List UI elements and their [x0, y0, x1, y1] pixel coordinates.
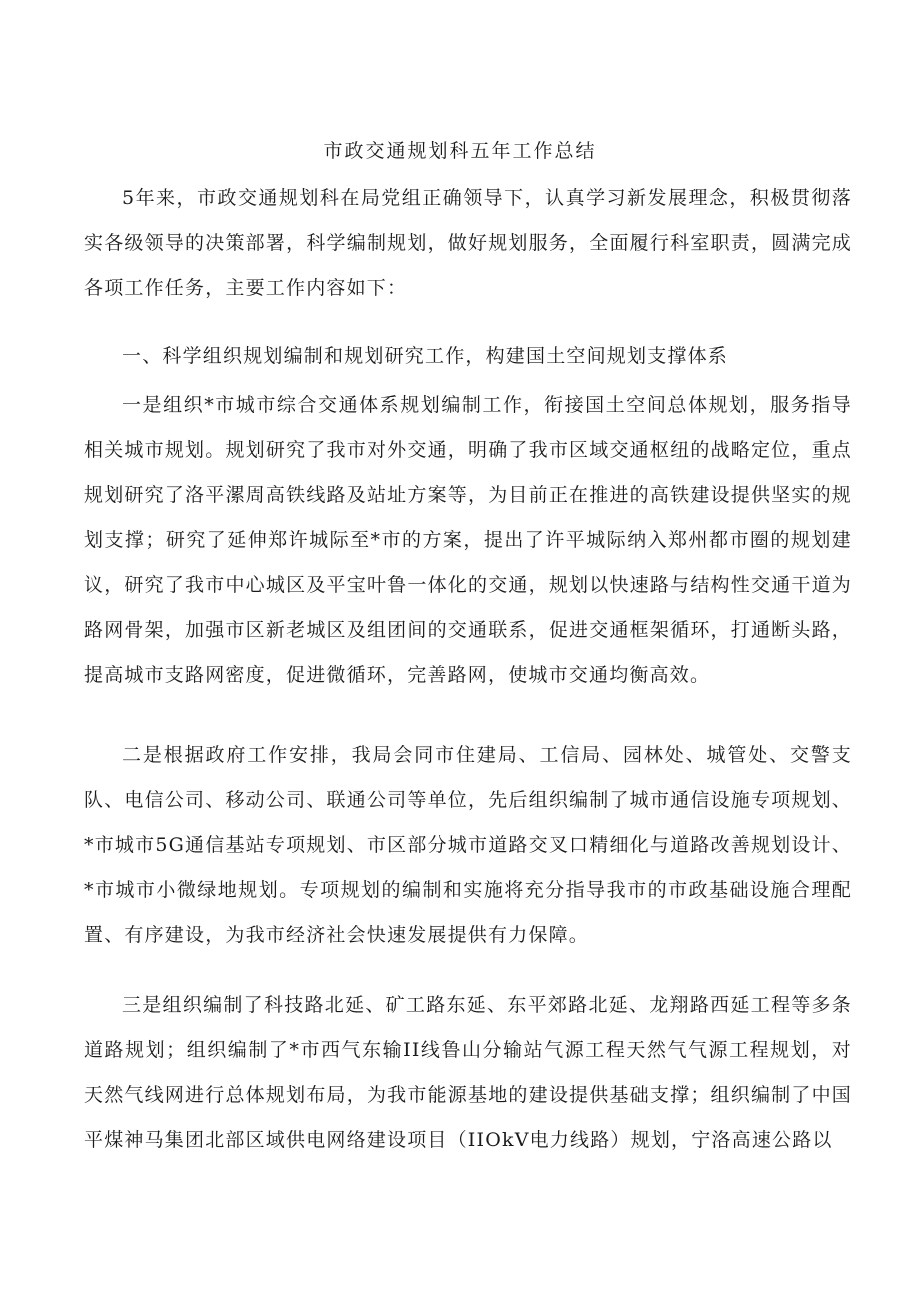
- body-paragraph-3: 三是组织编制了科技路北延、矿工路东延、东平郊路北延、龙翔路西延工程等多条道路规划；组织编制了*市西气东输II线鲁山分输站气源工程天然气气源工程规划，对天然气线网进行总体规划布局，为我市能源基地的建设提供基础支撑；组织编制了中国平煤神马集团北部区域供电网络建设项目（IIOkV电力线路）规划，宁洛高速公路以: [84, 994, 852, 1151]
- intro-paragraph: 5年来，市政交通规划科在局党组正确领导下，认真学习新发展理念，积极贯彻落实各级领导的决策部署，科学编制规划，做好规划服务，全面履行科室职责，圆满完成各项工作任务，主要工作内容如下：: [84, 187, 852, 299]
- document-title: 市政交通规划科五年工作总结: [323, 140, 597, 162]
- body-paragraph-1: 一是组织*市城市综合交通体系规划编制工作，衔接国土空间总体规划，服务指导相关城市规划。规划研究了我市对外交通，明确了我市区域交通枢纽的战略定位，重点规划研究了洛平漯周高铁线路及站址方案等，为目前正在推进的高铁建设提供坚实的规划支撑；研究了延伸郑许城际至*市的方案，提出了许平城际纳入郑州都市圈的规划建议，研究了我市中心城区及平宝叶鲁一体化的交通，规划以快速路与结构性交通干道为路网骨架，加强市区新老城区及组团间的交通联系，促进交通框架循环，打通断头路，提高城市支路网密度，促进微循环，完善路网，使城市交通均衡高效。: [84, 394, 852, 686]
- body-paragraph-2: 二是根据政府工作安排，我局会同市住建局、工信局、园林处、城管处、交警支队、电信公司、移动公司、联通公司等单位，先后组织编制了城市通信设施专项规划、*市城市5G通信基站专项规划、市区部分城市道路交叉口精细化与道路改善规划设计、*市城市小微绿地规划。专项规划的编制和实施将充分指导我市的市政基础设施合理配置、有序建设，为我市经济社会快速发展提供有力保障。: [84, 744, 852, 946]
- section-heading: 一、科学组织规划编制和规划研究工作，构建国土空间规划支撑体系: [122, 345, 729, 367]
